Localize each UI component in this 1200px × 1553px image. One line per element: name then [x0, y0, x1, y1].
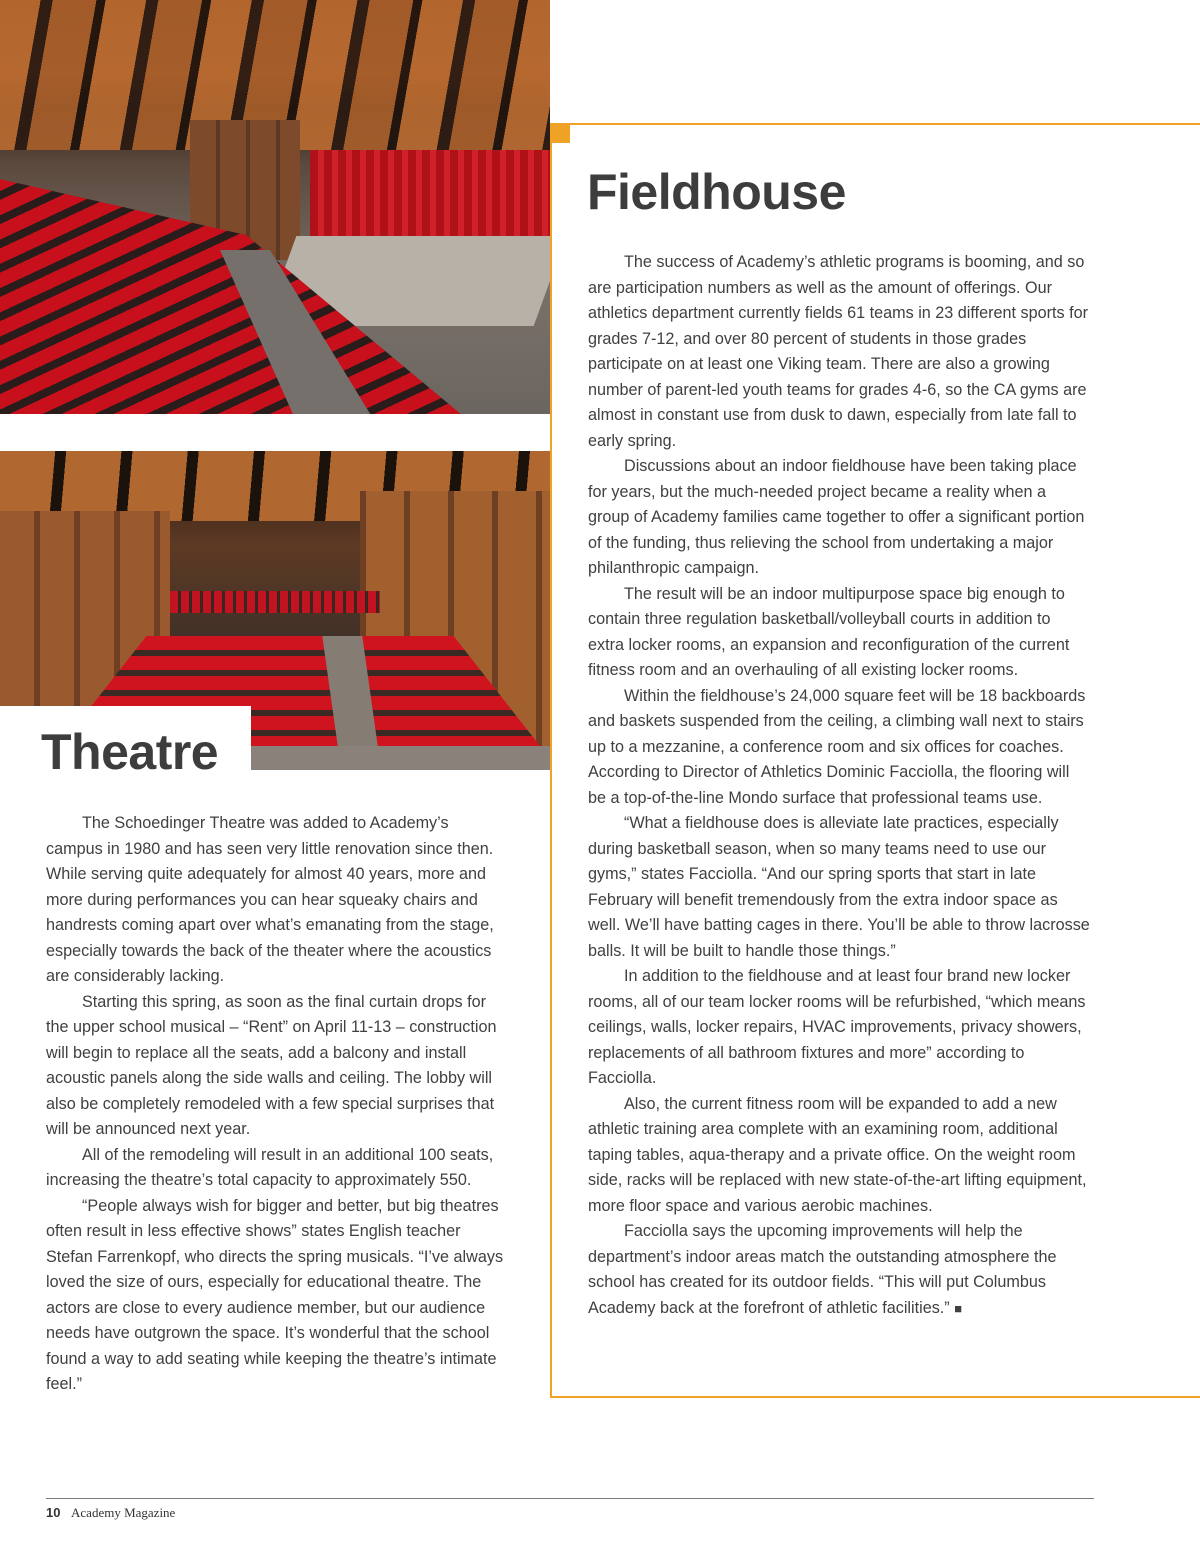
fieldhouse-paragraph: Also, the current fitness room will be expanded to add a new athletic training area complete with an examining room, additional taping tables, aqua-therapy and a private office. On the weight room side, racks will be replaced with new state-of-the-art lifting equipment, more floor space and various aerobic machines. — [588, 1094, 1087, 1215]
page-footer — [46, 1505, 175, 1521]
fieldhouse-paragraph: Within the fieldhouse’s 24,000 square feet will be 18 backboards and baskets suspended from the ceiling, a climbing wall next to stairs up to a mezzanine, a conference room and six offices for coaches. According to Director of Athletics Dominic Facciolla, the flooring will be a top-of-the-line Mondo surface that professional teams use. — [588, 686, 1086, 807]
page-number: 10 — [46, 1505, 61, 1520]
accent-corner-square — [550, 123, 570, 143]
fieldhouse-article — [588, 250, 1090, 1321]
footer-rule — [46, 1498, 1094, 1499]
theatre-paragraph: “People always wish for bigger and better, but big theatres often result in less effective shows” states English teacher Stefan Farrenkopf, who directs the spring musicals. “I’ve always loved the size of ours, especially for educational theatre. The actors are close to every audience member, but our audience needs have outgrown the space. It’s wonderful that the school found a way to add seating while keeping the theatre’s intimate feel.” — [46, 1196, 504, 1393]
fieldhouse-paragraph: The success of Academy’s athletic programs is booming, and so are participation numbers as well as the amount of offerings. Our athletics department currently fields 61 teams in 23 different sports for grades 7-12, and over 80 percent of students in those grades participate on at least one Viking team. There are also a growing number of parent-led youth teams for grades 4-6, so the CA gyms are almost in constant use from dusk to dawn, especially from late fall to early spring. — [588, 253, 1088, 450]
fieldhouse-paragraph-last — [588, 1219, 1090, 1321]
fieldhouse-paragraph: In addition to the fieldhouse and at least four brand new locker rooms, all of our team locker rooms will be refurbished, “which means ceilings, walls, locker repairs, HVAC improvements, privacy showers, replacements of all bathroom fixtures and more” according to Facciolla. — [588, 967, 1086, 1087]
publication-name: Academy Magazine — [71, 1505, 176, 1520]
fieldhouse-paragraph: “What a fieldhouse does is alleviate late practices, especially during basketball season, when so many teams need to use our gyms,” states Facciolla. “And our spring sports that start in late February will benefit tremendously from the extra indoor space as well. We’ll have batting cages in there. You’ll be able to throw lacrosse balls. It will be built to handle those things.” — [588, 814, 1090, 960]
theatre-paragraph: The Schoedinger Theatre was added to Academy’s campus in 1980 and has seen very little renovation since then. While serving quite adequately for almost 40 years, more and more during performances you can hear squeaky chairs and handrests coming apart over what’s emanating from the stage, especially towards the back of the theater where the acoustics are considerably lacking. — [46, 814, 494, 985]
fieldhouse-paragraph: The result will be an indoor multipurpose space big enough to contain three regulation basketball/volleyball courts in addition to extra locker rooms, an expansion and reconfiguration of the current fitness room and an overhauling of all existing locker rooms. — [588, 584, 1070, 679]
theatre-heading: Theatre — [41, 724, 219, 780]
theatre-article — [46, 811, 508, 1398]
fieldhouse-paragraph: Discussions about an indoor fieldhouse have been taking place for years, but the much-needed project became a reality when a group of Academy families came together to offer a significant portion of the funding, thus relieving the school from undertaking a major philanthropic campaign. — [588, 457, 1085, 577]
theatre-paragraph: All of the remodeling will result in an additional 100 seats, increasing the theatre’s total capacity to approximately 550. — [46, 1145, 494, 1189]
fieldhouse-paragraph-text: Facciolla says the upcoming improvements will help the department’s indoor areas match the outstanding atmosphere the school has created for its outdoor fields. “This will put Columbus Academy back at the forefront of athletic facilities.” — [588, 1222, 1057, 1317]
theatre-paragraph: Starting this spring, as soon as the final curtain drops for the upper school musical – “Rent” on April 11-13 – construction will begin to replace all the seats, add a balcony and install acoustic panels along the side walls and ceiling. The lobby will also be completely remodeled with a few special surprises that will be announced next year. — [46, 992, 497, 1138]
fieldhouse-heading: Fieldhouse — [587, 164, 846, 220]
end-mark-icon: ■ — [954, 1300, 963, 1316]
theatre-rendering-side-view — [0, 0, 550, 414]
